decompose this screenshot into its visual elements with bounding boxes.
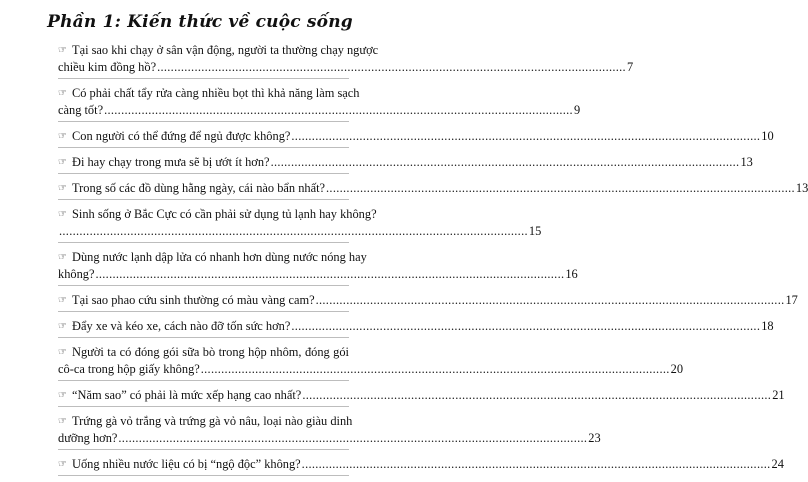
toc-entry[interactable] xyxy=(58,456,784,476)
toc-entry-text: Dùng nước lạnh dập lửa có nhanh hơn dùng nước nóng hay xyxy=(72,250,367,264)
toc-entry[interactable] xyxy=(58,154,753,174)
toc-entry-line xyxy=(58,249,367,266)
toc-entry-text: chiều kim đồng hồ? xyxy=(58,60,157,74)
toc-entry[interactable] xyxy=(58,42,634,79)
dot-leader: .......................................................................................................................................... xyxy=(326,181,795,195)
toc-entry-line xyxy=(58,59,634,76)
toc-entry-line xyxy=(58,430,601,447)
toc-entry-line xyxy=(58,42,379,59)
toc-entry-text: Đẩy xe và kéo xe, cách nào đỡ tốn sức hơn? xyxy=(72,319,291,333)
pointing-hand-icon: ☞ xyxy=(58,88,67,99)
page-number: 10 xyxy=(761,129,774,143)
toc-entry-text: “Năm sao” có phải là mức xếp hạng cao nhất? xyxy=(72,388,302,402)
dot-leader: .......................................................................................................................................... xyxy=(302,388,772,402)
pointing-hand-icon: ☞ xyxy=(58,45,67,56)
toc-entry[interactable] xyxy=(58,206,542,243)
toc-entry-text: cô-ca trong hộp giấy không? xyxy=(58,362,200,376)
page-number: 15 xyxy=(528,224,542,238)
page-number: 23 xyxy=(588,431,601,445)
toc-entry-line xyxy=(58,223,542,240)
page-number: 16 xyxy=(565,267,578,281)
toc-entry-line xyxy=(58,456,784,473)
toc-entry-text: Sinh sống ở Bắc Cực có cần phải sử dụng tủ lạnh hay không? xyxy=(72,207,377,221)
toc-entry[interactable] xyxy=(58,85,581,122)
toc-entry-line xyxy=(58,85,360,102)
pointing-hand-icon: ☞ xyxy=(58,416,67,427)
toc-entry-text: Trứng gà vỏ trắng và trứng gà vỏ nâu, loại nào giàu dinh xyxy=(72,414,353,428)
page-number: 18 xyxy=(761,319,774,333)
toc-entry-text: Đi hay chạy trong mưa sẽ bị ướt ít hơn? xyxy=(72,155,270,169)
table-of-contents xyxy=(58,42,808,482)
page-number: 17 xyxy=(785,293,798,307)
dot-leader: .......................................................................................................................................... xyxy=(95,267,565,281)
toc-entry-text: Tại sao khi chạy ở sân vận động, người ta thường chạy ngược xyxy=(72,43,379,57)
toc-entry-line xyxy=(58,387,785,404)
toc-entry[interactable] xyxy=(58,344,684,381)
toc-entry-line xyxy=(58,413,353,430)
toc-entry[interactable] xyxy=(58,387,785,407)
dot-leader: .......................................................................................................................................... xyxy=(291,129,761,143)
toc-entry[interactable] xyxy=(58,413,601,450)
toc-entry-text: Tại sao phao cứu sinh thường có màu vàng cam? xyxy=(72,293,315,307)
pointing-hand-icon: ☞ xyxy=(58,390,67,401)
pointing-hand-icon: ☞ xyxy=(58,459,67,470)
toc-entry-line xyxy=(58,318,774,335)
toc-entry-text: dưỡng hơn? xyxy=(58,431,118,445)
toc-entry[interactable] xyxy=(58,318,774,338)
dot-leader: .......................................................................................................................................... xyxy=(200,362,670,376)
toc-entry-text: không? xyxy=(58,267,95,281)
toc-entry-line xyxy=(58,361,684,378)
dot-leader: .......................................................................................................................................... xyxy=(291,319,761,333)
toc-entry[interactable] xyxy=(58,249,578,286)
dot-leader: .......................................................................................................................................... xyxy=(315,293,785,307)
toc-entry-text: Có phải chất tẩy rửa càng nhiều bọt thì khả năng làm sạch xyxy=(72,86,360,100)
pointing-hand-icon: ☞ xyxy=(58,347,67,358)
toc-entry-text: càng tốt? xyxy=(58,103,104,117)
toc-entry-line xyxy=(58,266,578,283)
toc-entry-text: Uống nhiều nước liệu có bị “ngộ độc” không? xyxy=(72,457,301,471)
pointing-hand-icon: ☞ xyxy=(58,252,67,263)
dot-leader: .......................................................................................................................................... xyxy=(59,224,528,238)
page-number: 7 xyxy=(626,60,634,74)
toc-entry-line xyxy=(58,128,774,145)
page-number: 21 xyxy=(772,388,785,402)
toc-entry-line xyxy=(58,102,581,119)
toc-entry-text: Trong số các đồ dùng hằng ngày, cái nào bẩn nhất? xyxy=(72,181,326,195)
page-number: 24 xyxy=(771,457,784,471)
entry-gap xyxy=(58,476,349,482)
toc-entry[interactable] xyxy=(58,180,808,200)
pointing-hand-icon: ☞ xyxy=(58,295,67,306)
page-number: 20 xyxy=(670,362,684,376)
toc-entry-line xyxy=(58,292,798,309)
dot-leader: .......................................................................................................................................... xyxy=(157,60,626,74)
pointing-hand-icon: ☞ xyxy=(58,183,67,194)
dot-leader: .......................................................................................................................................... xyxy=(118,431,588,445)
dot-leader: .......................................................................................................................................... xyxy=(301,457,771,471)
dot-leader: .......................................................................................................................................... xyxy=(270,155,740,169)
toc-entry-line xyxy=(58,180,808,197)
toc-entry-line xyxy=(58,344,349,361)
page-number: 13 xyxy=(795,181,808,195)
pointing-hand-icon: ☞ xyxy=(58,209,67,220)
pointing-hand-icon: ☞ xyxy=(58,321,67,332)
pointing-hand-icon: ☞ xyxy=(58,157,67,168)
page-number: 9 xyxy=(573,103,581,117)
dot-leader: .......................................................................................................................................... xyxy=(104,103,573,117)
toc-entry[interactable] xyxy=(58,292,798,312)
pointing-hand-icon: ☞ xyxy=(58,131,67,142)
page-number: 13 xyxy=(740,155,753,169)
page-title: Phần 1: Kiến thức về cuộc sống xyxy=(47,12,353,32)
toc-entry-line xyxy=(58,206,377,223)
toc-entry-text: Người ta có đóng gói sữa bò trong hộp nhôm, đóng gói xyxy=(72,345,349,359)
toc-entry[interactable] xyxy=(58,128,774,148)
toc-entry-line xyxy=(58,154,753,171)
toc-entry-text: Con người có thể đứng để ngủ được không? xyxy=(72,129,291,143)
